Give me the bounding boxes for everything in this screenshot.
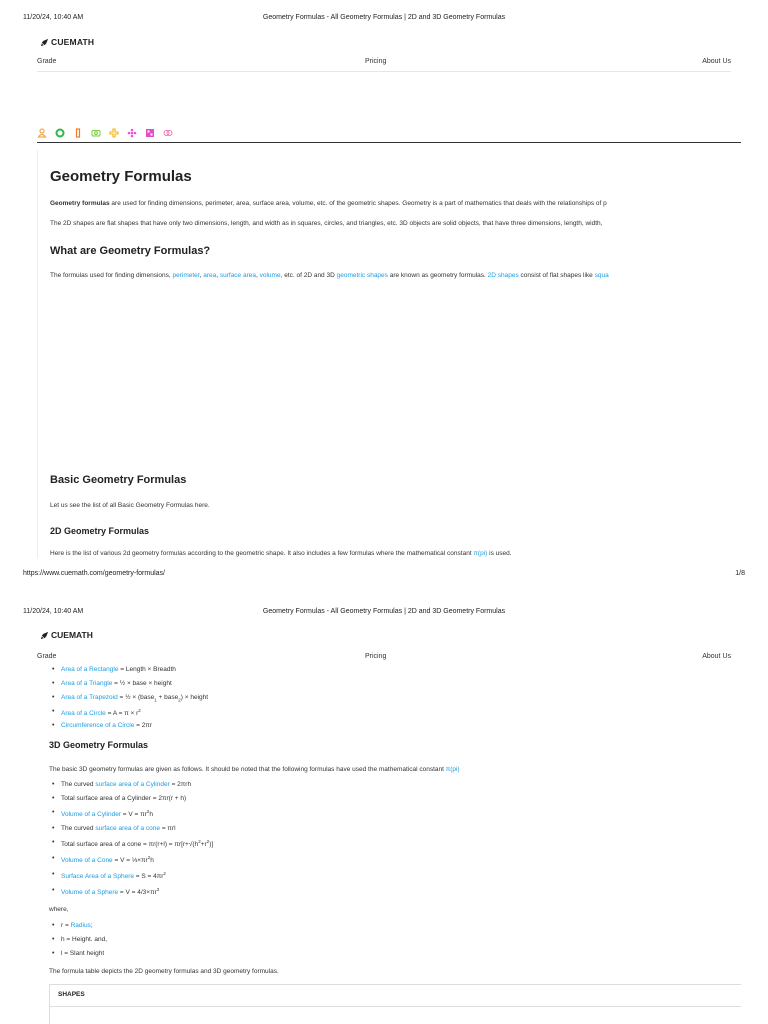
shapes-icon[interactable] xyxy=(163,128,173,138)
twod-paragraph xyxy=(50,550,512,557)
logo-text: CUEMATH xyxy=(51,37,95,47)
link-radius[interactable]: Radius xyxy=(70,922,91,929)
link-sa-sphere[interactable]: Surface Area of a Sphere xyxy=(61,873,134,881)
rocket-icon xyxy=(40,631,49,640)
subscript: 1 xyxy=(154,697,157,703)
formula-text: = ½ × base × height xyxy=(112,680,172,687)
threed-text: The basic 3D geometry formulas are given as follows. It should be noted that the following formulas have used the mathematical constant xyxy=(49,766,446,773)
list-item xyxy=(49,936,107,950)
link-area[interactable]: area xyxy=(203,272,217,279)
link-csa-cylinder[interactable]: surface area of a Cylinder xyxy=(95,781,170,788)
formula-text: +r xyxy=(200,841,207,849)
superscript: 2 xyxy=(163,871,166,876)
superscript: 2 xyxy=(147,855,151,860)
print-datetime-2: 11/20/24, 10:40 AM xyxy=(23,608,84,615)
var-text: h = Height. and, xyxy=(61,936,108,943)
calculator-icon[interactable] xyxy=(145,128,155,138)
nav-pricing-link-2[interactable]: Pricing xyxy=(365,653,387,660)
list-item xyxy=(49,887,213,901)
link-csa-cone[interactable]: surface area of a cone xyxy=(95,825,161,832)
superscript: 3 xyxy=(156,887,160,892)
list-item xyxy=(49,694,208,708)
table-intro: The formula table depicts the 2D geometry formulas and 3D geometry formulas. xyxy=(49,968,279,975)
basic-paragraph: Let us see the list of all Basic Geometry Formulas here. xyxy=(50,502,210,509)
what-text-1: The formulas used for finding dimensions, xyxy=(50,272,173,279)
link-perimeter[interactable]: perimeter xyxy=(172,272,200,279)
nav-pricing-link[interactable]: Pricing xyxy=(365,58,387,65)
superscript: 2 xyxy=(198,839,201,844)
what-sep-1: , xyxy=(199,272,204,279)
page-title: Geometry Formulas xyxy=(50,168,192,185)
formula-text: = V = 4/3×πr xyxy=(118,889,157,897)
nav-grade-link[interactable]: Grade xyxy=(37,58,57,65)
threed-paragraph xyxy=(49,766,460,773)
var-text: ; xyxy=(90,922,93,929)
article-content-2 xyxy=(49,666,741,1024)
list-item xyxy=(49,809,213,825)
section-heading-basic: Basic Geometry Formulas xyxy=(50,474,187,486)
what-paragraph xyxy=(50,272,609,279)
link-circumference-circle[interactable]: Circumference of a Circle xyxy=(61,722,135,729)
what-sep-2: , xyxy=(216,272,220,279)
list-item xyxy=(49,708,208,722)
camera-icon[interactable] xyxy=(91,128,101,138)
list-item xyxy=(49,825,213,839)
link-squares[interactable]: squa xyxy=(594,272,609,279)
what-sep-3: , xyxy=(256,272,260,279)
list-item xyxy=(49,871,213,887)
list-item xyxy=(49,680,208,694)
formula-text: = 2πr xyxy=(134,722,152,729)
twod-text-1: Here is the list of various 2d geometry formulas according to the geometric shape. It also includes a few formulas where the mathematical constant xyxy=(50,550,474,557)
article-content xyxy=(37,150,741,558)
formula-text: The curved xyxy=(61,781,96,788)
list-item xyxy=(49,855,213,871)
top-nav xyxy=(37,58,731,72)
nav-about-link-2[interactable]: About Us xyxy=(702,653,731,660)
nav-grade-link-2[interactable]: Grade xyxy=(37,653,57,660)
link-pi[interactable]: π(pi) xyxy=(473,550,488,557)
where-label: where, xyxy=(49,906,69,913)
formula-text-c: ) × height xyxy=(180,694,209,701)
link-volume[interactable]: volume xyxy=(259,272,281,279)
rocket-icon xyxy=(40,38,49,47)
list-item xyxy=(49,922,107,936)
link-2d-shapes[interactable]: 2D shapes xyxy=(487,272,519,279)
list-2d-formulas xyxy=(49,666,208,736)
link-area-trapezoid[interactable]: Area of a Trapezoid xyxy=(61,694,118,701)
formula-text: h xyxy=(150,857,154,865)
link-area-rectangle[interactable]: Area of a Rectangle xyxy=(61,666,119,673)
header-divider xyxy=(37,142,741,143)
formula-text: h xyxy=(149,811,153,819)
intro-paragraph xyxy=(50,200,607,207)
print-title: Geometry Formulas - All Geometry Formulas | 2D and 3D Geometry Formulas xyxy=(262,14,506,21)
list-item xyxy=(49,781,213,795)
puzzle-icon[interactable] xyxy=(109,128,119,138)
formula-text: = S = 4πr xyxy=(134,873,164,881)
superscript: 2 xyxy=(138,708,141,713)
link-area-triangle[interactable]: Area of a Triangle xyxy=(61,680,113,687)
circle-icon[interactable] xyxy=(55,128,65,138)
list-3d-formulas xyxy=(49,781,213,901)
what-text-4: consist of flat shapes like xyxy=(518,272,595,279)
list-item xyxy=(49,950,107,964)
shapes-paragraph: The 2D shapes are flat shapes that have only two dimensions, length, and width as in squares, circles, and triangles, etc. 3D objects are solid objects, that have three dimensions, length, width, xyxy=(50,220,603,227)
footer-url: https://www.cuemath.com/geometry-formulas/ xyxy=(23,570,165,577)
list-item xyxy=(49,722,208,736)
intro-text: are used for finding dimensions, perimeter, area, surface area, volume, etc. of the geometric shapes. Geometry is a part of mathematics that deals with the relationships of p xyxy=(109,200,607,207)
link-volume-cone[interactable]: Volume of a Cone xyxy=(61,857,113,865)
table-header-shapes: SHAPES xyxy=(50,985,741,1007)
link-geometric-shapes[interactable]: geometric shapes xyxy=(336,272,388,279)
formula-text-a: = ½ × (base xyxy=(117,694,155,701)
subsection-heading-3d: 3D Geometry Formulas xyxy=(49,740,149,750)
formula-text: Total surface area of a Cylinder = 2πr(r + h) xyxy=(61,795,187,802)
logo-text-2: CUEMATH xyxy=(51,630,93,640)
formula-text: = Length × Breadth xyxy=(118,666,176,673)
flower-icon[interactable] xyxy=(127,128,137,138)
print-page-2 xyxy=(0,596,768,1024)
intro-bold: Geometry formulas xyxy=(50,200,110,207)
link-surface-area[interactable]: surface area xyxy=(219,272,256,279)
list-item xyxy=(49,666,208,680)
category-icon-bar xyxy=(37,128,173,138)
formula-text: = A = π × r xyxy=(105,710,139,718)
what-text-2: , etc. of 2D and 3D xyxy=(280,272,337,279)
subscript: 2 xyxy=(178,697,181,703)
link-volume-sphere[interactable]: Volume of a Sphere xyxy=(61,889,119,897)
site-logo[interactable] xyxy=(40,37,94,47)
formula-text: = πrl xyxy=(160,825,176,832)
pencil-icon[interactable] xyxy=(73,128,83,138)
section-heading-what: What are Geometry Formulas? xyxy=(50,245,211,257)
formula-table xyxy=(49,984,741,1024)
baby-icon[interactable] xyxy=(37,128,47,138)
formula-text: )] xyxy=(209,841,214,849)
formula-text: = V = ⅓×πr xyxy=(112,857,148,865)
formula-text: = 2πrh xyxy=(169,781,192,788)
formula-text: Total surface area of a cone = πr(r+l) = πr[r+√(h xyxy=(61,841,199,849)
nav-about-link[interactable]: About Us xyxy=(702,58,731,65)
var-text: r = xyxy=(61,922,71,929)
print-title-2: Geometry Formulas - All Geometry Formulas | 2D and 3D Geometry Formulas xyxy=(262,608,506,615)
print-datetime: 11/20/24, 10:40 AM xyxy=(23,14,84,21)
list-variables xyxy=(49,922,107,964)
what-text-3: are known as geometry formulas. xyxy=(387,272,488,279)
site-logo-2[interactable] xyxy=(40,630,93,640)
superscript: 2 xyxy=(206,839,210,844)
superscript: 2 xyxy=(146,809,150,814)
twod-text-2: is used. xyxy=(487,550,512,557)
link-pi-2[interactable]: π(pi) xyxy=(445,766,460,773)
formula-text: The curved xyxy=(61,825,96,832)
var-text: l = Slant height xyxy=(61,950,105,957)
list-item xyxy=(49,839,213,855)
link-volume-cylinder[interactable]: Volume of a Cylinder xyxy=(61,811,121,819)
link-area-circle[interactable]: Area of a Circle xyxy=(61,710,106,718)
list-item xyxy=(49,795,213,809)
subsection-heading-2d: 2D Geometry Formulas xyxy=(50,526,150,536)
footer-page-number: 1/8 xyxy=(735,570,745,577)
formula-text-b: + base xyxy=(156,694,179,701)
formula-text: = V = πr xyxy=(120,811,147,819)
